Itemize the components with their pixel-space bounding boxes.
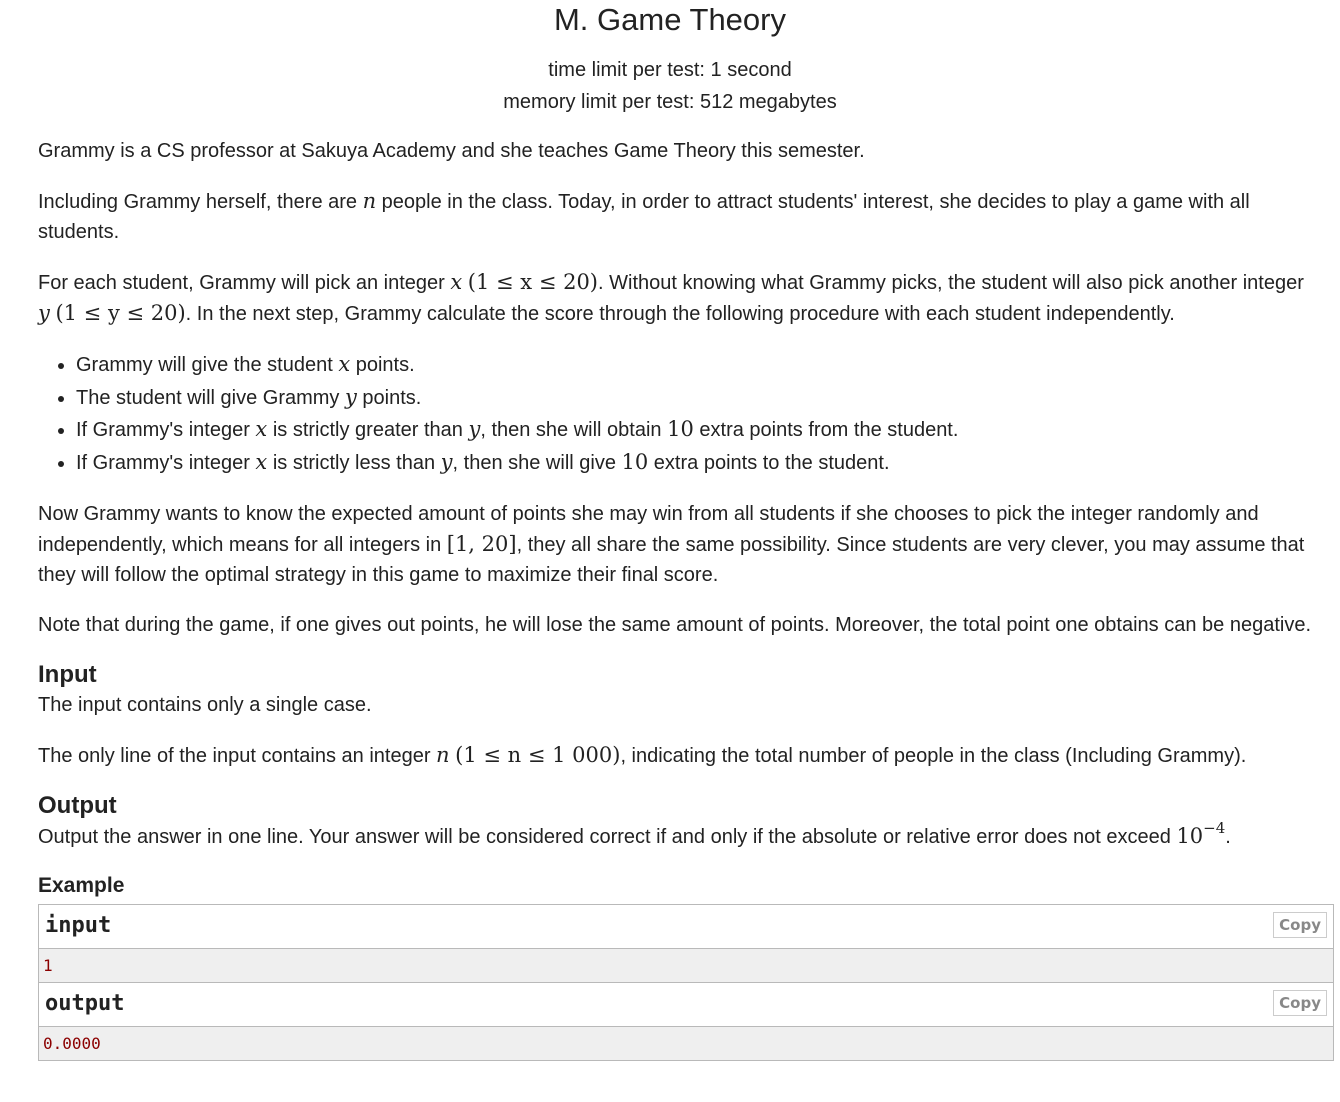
text-span: extra points to the student. (648, 451, 890, 474)
text-span: . In the next step, Grammy calculate the score through the following procedure with each student independently. (185, 303, 1175, 325)
math-x: x (450, 270, 463, 294)
text-span: Output the answer in one line. Your answer will be considered correct if and only if the absolute or relative error does not exceed (38, 826, 1177, 848)
math-y: y (344, 384, 357, 409)
sample-output-value[interactable]: 0.0000 (39, 1027, 1333, 1060)
list-item (76, 349, 1320, 382)
sample-input-header (39, 905, 1333, 949)
text-span: , they all share the same possibility. Since students are very clever, you may assume that they will follow the optimal strategy in this game to maximize their final score. (38, 534, 1305, 586)
math-n: n (436, 743, 450, 767)
text-span: is strictly less than (267, 451, 441, 474)
procedure-list (38, 349, 1320, 479)
math-base: 10 (1176, 824, 1204, 848)
input-line-2 (38, 740, 1320, 771)
text-span: is strictly greater than (267, 419, 469, 441)
text-span: extra points from the student. (693, 419, 959, 441)
math-exponent: −4 (1203, 819, 1226, 837)
output-text (38, 821, 1320, 852)
input-section-title: Input (38, 661, 97, 688)
list-item (76, 382, 1320, 415)
output-section-title: Output (38, 792, 117, 819)
copy-output-button[interactable]: Copy (1273, 990, 1327, 1016)
text-span: For each student, Grammy will pick an integer (38, 272, 451, 294)
sample-output-label: output (45, 991, 125, 1016)
problem-statement (38, 136, 1320, 1061)
math-y: y (468, 417, 481, 441)
math-number: 10 (667, 417, 694, 441)
statement-paragraph-4 (38, 499, 1320, 590)
text-span: , indicating the total number of people in the class (Including Grammy). (620, 745, 1247, 767)
text-span: . (1225, 826, 1231, 848)
list-item (76, 447, 1320, 480)
math-y: y (38, 301, 50, 325)
math-x: x (255, 417, 268, 441)
sample-input-value[interactable]: 1 (39, 949, 1333, 982)
math-number: 10 (621, 449, 649, 474)
text-span: , then she will obtain (480, 419, 668, 441)
text-span: The only line of the input contains an integer (38, 745, 437, 767)
math-n-range: (1 ≤ n ≤ 1 000) (455, 743, 621, 767)
statement-paragraph-3 (38, 267, 1320, 329)
text-span: points. (350, 354, 415, 376)
statement-paragraph-1: Grammy is a CS professor at Sakuya Academy and she teaches Game Theory this semester. (38, 140, 865, 162)
text-span: If Grammy's integer (76, 451, 256, 474)
math-n: n (362, 189, 377, 213)
problem-title: M. Game Theory (553, 2, 786, 37)
math-interval: [1, 20] (446, 532, 517, 556)
problem-header (0, 0, 1340, 118)
sample-test-box (38, 904, 1334, 1061)
math-y: y (440, 449, 453, 474)
time-limit: time limit per test: 1 second (548, 59, 792, 81)
math-x: x (338, 352, 351, 376)
text-span: points. (356, 386, 422, 409)
text-span: If Grammy's integer (76, 419, 256, 441)
list-item (76, 414, 1320, 447)
memory-limit: memory limit per test: 512 megabytes (503, 91, 837, 113)
text-span: Now Grammy wants to know the expected amount of points she may win from all students if she chooses to pick the integer randomly and independently, which means for all integers in (38, 503, 1259, 556)
example-title: Example (38, 874, 125, 897)
math-x: x (255, 449, 268, 474)
math-x-range: (1 ≤ x ≤ 20) (467, 270, 599, 294)
statement-paragraph-5: Note that during the game, if one gives out points, he will lose the same amount of points. Moreover, the total point one obtains can be negative. (38, 614, 1312, 636)
input-line-1: The input contains only a single case. (38, 694, 372, 716)
text-span: Including Grammy herself, there are (38, 191, 363, 213)
text-span: people in the class. Today, in order to attract students' interest, she decides to play a game with all students. (38, 191, 1250, 243)
statement-paragraph-2 (38, 186, 1320, 247)
math-y-range: (1 ≤ y ≤ 20) (55, 301, 186, 325)
sample-input-label: input (45, 913, 112, 938)
text-span: Grammy will give the student (76, 354, 339, 376)
text-span: . Without knowing what Grammy picks, the student will also pick another integer (598, 272, 1304, 294)
text-span: , then she will give (452, 451, 622, 474)
sample-output-header (39, 982, 1333, 1027)
copy-input-button[interactable]: Copy (1273, 912, 1327, 938)
text-span: The student will give Grammy (76, 386, 345, 409)
